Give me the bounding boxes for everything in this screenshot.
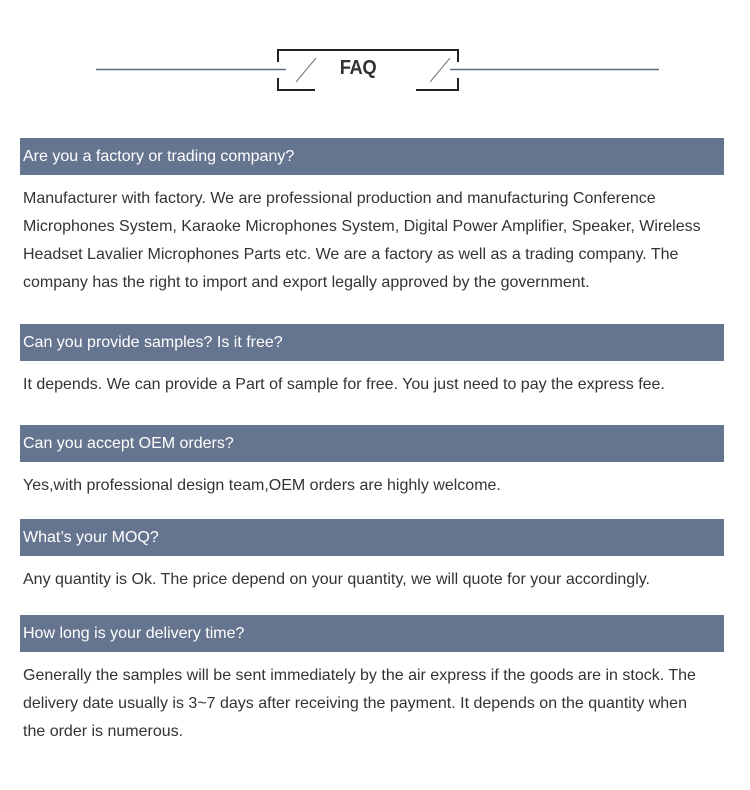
faq-answer (20, 175, 724, 297)
faq-question: How long is your delivery time? (20, 615, 724, 652)
faq-item (20, 615, 724, 746)
faq-title: FAQ (339, 57, 377, 79)
answer-line: Microphones System, Karaoke Microphones System, Digital Power Amplifier, Speaker, Wireless (23, 218, 701, 235)
answer-line: Headset Lavalier Microphones Parts etc. We are a factory as well as a trading company. The (23, 246, 679, 263)
faq-answer (20, 556, 724, 594)
faq-item (20, 425, 724, 500)
answer-line: Yes,with professional design team,OEM orders are highly welcome. (23, 477, 501, 494)
faq-answer (20, 462, 724, 500)
answer-line: delivery date usually is 3~7 days after receiving the payment. It depends on the quantity when (23, 695, 687, 712)
frame-bottom-left-bracket (278, 78, 315, 90)
answer-line: Any quantity is Ok. The price depend on your quantity, we will quote for your accordingly. (23, 571, 650, 588)
faq-answer (20, 361, 724, 399)
faq-item (20, 138, 724, 297)
faq-answer (20, 652, 724, 746)
faq-item (20, 324, 724, 399)
faq-header (0, 40, 750, 100)
faq-item (20, 519, 724, 594)
left-slash (296, 58, 316, 82)
faq-question: Can you accept OEM orders? (20, 425, 724, 462)
answer-line: the order is numerous. (23, 723, 184, 740)
answer-line: company has the right to import and export legally approved by the government. (23, 274, 590, 291)
right-slash (430, 58, 450, 82)
faq-question: What’s your MOQ? (20, 519, 724, 556)
faq-question: Can you provide samples? Is it free? (20, 324, 724, 361)
frame-bottom-right-bracket (416, 78, 458, 90)
answer-line: It depends. We can provide a Part of sample for free. You just need to pay the express fee. (23, 376, 665, 393)
faq-question: Are you a factory or trading company? (20, 138, 724, 175)
answer-line: Generally the samples will be sent immediately by the air express if the goods are in stock. The (23, 667, 696, 684)
answer-line: Manufacturer with factory. We are professional production and manufacturing Conference (23, 190, 656, 207)
